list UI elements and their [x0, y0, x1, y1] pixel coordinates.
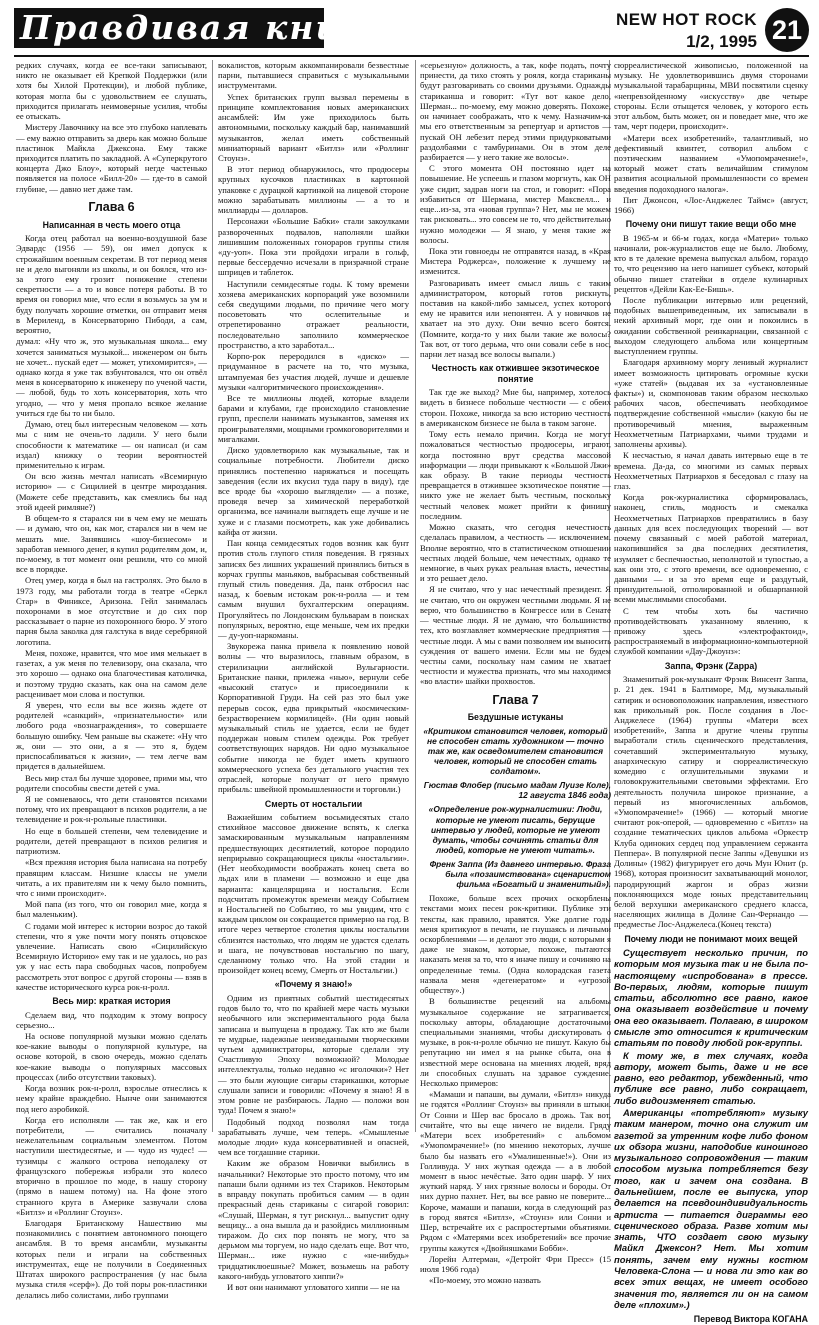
- paragraph: С годами мой интерес к истории возрос до такой степени, что я уже почти могу понять отцовское увлечение. Написать свою «Сицилийскую Всемирную Историю» ему так и не удалось, но раз уж у нас есть пара свободных часов, попробуем рассмотреть этот вопрос с другой стороны — взяв в качестве исторического курса рок-н-ролл.: [16, 920, 207, 992]
- subheading: Честность как отжившее экзотическое понятие: [431, 363, 600, 384]
- paragraph: Важнейшим событием восьмидесятых стало стихийное массовое движение вспять, к слегка замаскированным музыкальным направлениям предшествующих десятилетий, которое породило неприрывно сокращающиеся циклы «ностальгии». (Нет необходимости воображать конец света во льдах или в пламени — возможно и еще два варианта: канцелярщина и ностальгия. Если подсчитать промежуток времени между Событием и Ностальгией по Событию, то мы увидим, что с каждым циклом он сокращается примерно на год. В итоге через четвертое столетия циклы ностальгии сблизятся настолько, что людям не удастся сделать и шага, не почувствовав ностальгию по шагу, сделанному только что. На этой стадии и произойдет конец всему, Смерть от Ностальгии.): [218, 811, 409, 976]
- chapter-heading: Глава 6: [88, 199, 135, 214]
- issue-info: [616, 10, 757, 52]
- subheading: Заппа, Фрэнк (Zappa): [664, 660, 758, 671]
- paragraph: В 1965-м и 66-м годах, когда «Матери» только начинали, рок-журналистов еще не было. Любому, кто в те далекие времена выпускал альбом, гораздо то, что рецензию на него напишет субъект, который обычно пишет статейки в отделе кулинарных рецептов «Дейли Как-Ее-Бишь».: [614, 232, 808, 294]
- paragraph: Сделаем вид, что подходим к этому вопросу серьезно...: [16, 1009, 207, 1030]
- paragraph: «серьезную» должность, а так, кофе подать, почту принести, да тихо стоять у рояля, когда стариканы будут разговаривать со своими друзьями. Однажды стариканша и говорит: «Тут вот какое дело, Шерман... по-моему, ему можно доверять. Похоже, он начинает соображать, что к чему. Назначим-ка мы его ответственным за репертуар и артистов — пускай ОН лебезит перед этими придурковатыми раздолбаями с тамбуринами. Он в этом деле разбирается — у него такие же волосы».: [420, 60, 611, 162]
- issue-title: NEW HOT ROCK: [615, 10, 757, 29]
- paragraph: В общем-то я старался ни в чем ему не мешать — и думаю, что он, как мог, старался ни в чем не мешать мне. Занявшись «шоу-бизнесом» и заработав немного денег, я купил родителям дом, и, по-моему, в тот момент они решили, что со мной все в порядке.: [16, 513, 207, 575]
- paragraph: Когда возник рок-н-ролл, взрослые отнеслись к нему крайне враждебно. Нынче они занимаются под него аэробикой.: [16, 1083, 207, 1114]
- paragraph: Разговаривать имеет смысл лишь с таким администратором, который готов рискнуть, поставив на какой-либо замысел, успех которого ему не нравится или непонятен. А у новичков не хватает на это духу. Они вечно всего боятся. (Помните, когда-то у них были такие же волосы? Так вот, от того дерьма, что они совали себе в нос, парни лет назад все волосы выпали.): [420, 277, 611, 360]
- paragraph: Звукорежа панка привела к появлению новой волны — что выразилось, главным образом, в стерилизации английской Вульгарности. Британские панки, прилежа «нью», вернули себе «высокий статус» и присоединили к Корпоративной Груди. На сей раз это был уже перерыв сосок, едва прикрытый «космическим-безрастворением кормилицей». (Ни один новый музыкальный стиль не удается, если не будет поддержан новым стилем одежды. Рок требует соответствующих нарядов. Ни одно музыкальное событие никогда не будет иметь крупного коммерческого успеха без детального участия тех отраслей, которые получат от него прямую прибыль: швейной промышленности и торговли.): [218, 641, 409, 795]
- paragraph: «Матери всех изобретений», талантливый, но дефективный квинтет, сотворил альбом с поэтическим названием «Умопомрачение!», который может стать величайшим стимулом развития асоциальной промышленности со времен введения подоходного налога».: [614, 132, 808, 194]
- chapter-heading: Глава 7: [492, 692, 539, 707]
- epigraph-source: Гюстав Флобер (письмо мадам Луизе Коле), 12 августа 1846 года): [423, 780, 611, 801]
- paragraph: Меня, похоже, нравится, что мое имя мелькает в газетах, а уж меня по телевизору, она сказала, что это хорошо — однако она благочестивая католичка, и поэтому трудно сказать, как она на самом деле расценивает мои слова и поступки.: [16, 647, 207, 699]
- paragraph: Отец умер, когда я был на гастролях. Это было в 1973 году, мы работали тогда в театре «Серкл Стар» в Финиксе, Аризона. Гейл занималась похоронами в мое отсутствие и до сих пор рассказывает о парне из похоронного бюро. У этого парня была заколка для галстука в виде серебряной логотипа.: [16, 575, 207, 647]
- column-1: [16, 60, 207, 1300]
- paragraph: С этого момента ОН постоянно идет на повышение. Не успеешь и глазом моргнуть, как ОН уже сидит, задрав ноги на стол, и говорит: «Пора избавиться от Шермана, мистер Максвелл... и еще...из-за, эта «новая группа»? Нет, мы не можем так рисковать... это совсем не то, что действительно нужно молодежи — Я знаю, у меня такие же волосы.: [420, 163, 611, 245]
- paragraph: Американцы «потребляют» музыку таким манером, точно она служит им газетой за утренним кофе либо фоном их обзора жизни, наподобие киношного музыкального сопровождения — таким способом музыка потребляется безу того, как и зачем она создана. В дальнейшем, после ее выпуска, упор делается на псевдоиндивидуальность артиста — питается диграммы его сценического образа. Разве хотим мы знать, ЧТО создает свою музыку Майкл Джексон? Нет. Мы хотим понять, зачем ему нужны костюм Человека-Слона — и нова ли это как во всех этих вещах, не имеет особого значения то, является ли он на самом деле «плохим».): [614, 1107, 808, 1310]
- paragraph: Существует несколько причин, по которым моя музыка так и не была по-настоящему «испробована» в прессе. Во-первых, людям, которые пишут статьи, абсолютно все равно, какое она оказывает воздействие и почему она его оказывает. Полагаю, в широком смысле это относится к критическим статьям по поводу любой рок-группы.: [614, 947, 808, 1049]
- paragraph: «Мамаши и папаши, вы думали, «Битлз» никуда не годятся «Роллинг Стоунз» вы приняли в штыки. От Сонни и Шер вас бросало в дрожь. Так вот, считайте, что вы еще ничего не видели. Гряду «Матери всех изобретений» с альбомом «Умопомрачение!» (по мнению некоторых, лучше было бы назвать его «Умалишенные!»). Они из Голливуда. У них жуткая одежда — а в любой момент в ньюс нечёстые. Зато один шарф. У них жуткий наряд. У них грязные волосы и бороды. От них дурно пахнет. Нет, вы все равно не поверите... Короче, мамаши и папаши, когда в следующий раз в город явятся «Битлз», «Стоунз» или Сонни и Шер, встречайте их с распростертыми объятиями. Рядом с «Матерями всех изобретений» все прочие группы кажутся «Двойняшками Бобби».: [420, 1089, 611, 1253]
- paragraph: Тому есть немало причин. Когда не могут пожаловаться честностью продюсеры, играют, когда постоянно врут средства массовой информации — люди привыкают к «Большой Лжи» как образу. В такие периоды честность превращается в отжившее экзотическое понятие — никто уже не желает быть честным, поскольку честный человек может прийти к финишу последним.: [420, 429, 611, 521]
- paragraph: вокалистов, которым аккомпанировали безвестные парни, пытавшиеся справиться с музыкальными инструментами.: [218, 60, 409, 91]
- subheading: Смерть от ностальгии: [264, 798, 363, 809]
- paragraph: Знаменитый рок-музыкант Фрэнк Винсент Заппа, р. 21 дек. 1941 в Балтиморе, Мд, музыкальный сатирик и основоположник направления, известного как прикольный рок. После создания в Лос-Анджелесе (1964) группы «Матери всех изобретений», Заппа и другие члены группы выработали стиль сценического представления, сочетавший экспериментальную музыку, анархическую сатиру и сюрреалистическую комедию с оглушительными звуками и головокружительными световыми эффектами. Его деятельность получила широкое признание, а первый из многочисленных альбомов, «Умопомрачение!» (1966) — который многие считают рок-оперой, — одновременно с «Битлз» на создание тематических циклов альбома «Оркестр Клуба одиноких сердец под управлением сержанта Пеппера». В популярной песне Заппы «Девушки из Долины» (1982) фигурирует его дочь Мун Юнит (р. 1968), которая произносит захватывающий монолог, пародирующий жаргон и образ жизни поклоняющихся моде юных представительниц белой верхушки американского среднего класса, населяющих жилища в Долине Сан-Фернандо — предместье Лос-Анджелеса.(Конец текста): [614, 674, 808, 930]
- paragraph: Пока эти говноеды не отправятся назад, в «Края Мистера Роджерса», положение к лучшему не изменится.: [420, 245, 611, 277]
- paragraph: Благодаря Британскому Нашествию мы познакомились с понятием автономного поющего ансамбля. В то время ансамбли, музыканты которых пели и играли на собственных инструментах, еще не получили в Соединенных Штатах широкого распространения (у нас была музыка стиля «серф»). До той поры рок-пластинки делались либо солистами, либо группами: [16, 1217, 207, 1300]
- epigraph: «Критиком становится человек, который не способен стать художником — точно так же, как осведомителем становится человек, который не способен стать солдатом».: [423, 725, 608, 777]
- subheading: Написанная в честь моего отца: [42, 219, 181, 230]
- subheading: «Почему я знаю!»: [274, 979, 353, 990]
- paragraph: После публикации интервью или рецензий, подобных вышеприведенным, их записывали в некий архивный морг, где они и покоились в ожидании собственной реинкарнации, связанной с выходом следующего альбома или концертным выступлением группы.: [614, 295, 808, 357]
- header-rule: [14, 55, 809, 57]
- epigraph: «Определение рок-журналистики: Люди, которые не умеют писать, берущие интервью у людей, которые не умеют думать, чтобы сочинять статьи для людей, которые не умеют читать».: [428, 804, 603, 855]
- paragraph: К несчастью, я начал давать интервью еще в те времена. Да-да, со многими из самых первых Неохметчетных Патриархов я беседовал с глазу на глаз.: [614, 450, 808, 491]
- paragraph: Я не сомневаюсь, что дети становятся психами потому, что их превращают в психов родители, а не телевидение и рок-н-рольные пластинки.: [16, 793, 207, 825]
- subheading: Почему они пишут такие вещи обо мне: [625, 219, 797, 230]
- column-3: [420, 60, 611, 1286]
- paragraph: Каким же образом Новички выбились в начальники? Некоторые это просто потому, что им папаши были одними из тех Стариков. Некоторым в вправду покупать пробиться самим — в один прекрасный день стариканы с сигарой говорил: «Слушай, Шерман, я тут рискнул... выпустит одну вещицу... а она вышла да и разойдись миллионным тиражом. До сих пор понять не могу, что за дерьмом мы торгуем, но надо сделать еще. Вот что, Шерман... иже нужно с «не-нибудь» тридцатиклюешные? Может, возьмешь на работу какого-нибудь угловатого хиппи?»: [218, 1158, 409, 1281]
- paragraph: Можно сказать, что сегодня нечестность сделалась правилом, а честность — исключением. Вполне вероятно, что в статистическом отношении честных людей больше, чем нечестных, однако те немногие, в чьих руках реальная власть, нечестны, и это решает дело.: [420, 522, 611, 584]
- paragraph: Мой папа (из того, что он говорил мне, когда я был маленьким).: [16, 899, 207, 920]
- paragraph: Наступили семидесятые годы. К тому времени хозяева американских корпораций уже возомнили себя сведущими людьми, по причине чего могу посоветовать что ослепительные и отрепетированно отражает реальности, последовательно заполнило коммерческое пространство, а кто заработал...: [218, 278, 409, 350]
- paragraph: Диско удовлетворило как музыкальные, так и социальные потребности. Любители диско принялись постепенно наряжаться и посещать заведения (если их вкусил туда пару в виду), где все вроде бы «хорошо выглядели» — а позже, проведя вечер за химической переработкой организма, все начинали выглядеть еще лучше и не хуже и с глазами посмотреть, как уже добивались кайфа от жизни.: [218, 445, 409, 537]
- column-2: [218, 60, 409, 1293]
- paragraph: С тем чтобы хоть бы частично противодействовать указанному явлению, к привожу здесь «электрофактоид», распространяемый в информационно-компьютерной службой компании «Дау-Джоунз»:: [614, 605, 808, 657]
- paragraph: Весь мир стал бы лучше здоровее, прими мы, что родители способны свести детей с ума.: [16, 772, 207, 793]
- paragraph: Когда отец работал на военно-воздушной базе Эдвардс (1956 — 59), он имел допуск к строжайшим военным секретам. В тот период меня не и дело выгоняли из школы, и он боялся, что из-за этого ему грозит понижение степени секретности — а то и вовсе потеря работы. В то время он говорил мне, что если я возьмусь за ум и буду получать хорошие отметки, он отправит меня в Мериленд, в Консерваторию Пибоди, а сам, вероятно,: [16, 233, 207, 336]
- column-4: [614, 60, 808, 1325]
- page-header: [14, 8, 809, 54]
- paragraph: думал: «Ну что ж, это музыкальная школа... ему хочется заниматься музыкой... инженером он быть не хочет... пускай едет — может, утихомирится», — однако когда я уже так взбунтовался, что он отвёл меня в консерваторию к инженеру по ученой части, — любой, будь то хоть консерватория, хоть что угодно, — что у меня пропало всякое желание учиться где бы то ни было.: [16, 336, 207, 418]
- translator-credit: Перевод Виктора КОГАНА: [693, 1314, 808, 1325]
- paragraph: Но еще в большей степени, чем телевидение и родители, детей превращают в психов религия и патриотизм.: [16, 825, 207, 857]
- paragraph: «Вся прежняя история была написана на потребу правящим классам. Низшие классы не умели читать, а их правителям ни к чему было помнить, что с ними происходит».: [16, 857, 207, 898]
- paragraph: Думаю, отец был интересным человеком — хоть мы с ним не очень-то ладили. У него были способности к математике — он написал (и сам издал) книжку о теории вероятностей применительно к играм.: [16, 419, 207, 470]
- paragraph: Пан конца семидесятых годов возник как бунт против столь глупого стиля поведения. В грязных записях без лишних украшений принялись биться в корчах группы маньяков, выбрасывая собственный глупый стиль поведения. Да, панк отбросил нас назад, к боевым истокам рок-н-ролла — и тем самым внушил бухгалтерским операциям. Прогуляйтесь по Лондонским бульварам в поисках популярных, вероятно, еще меньше, чем их предки — ду-уоп-наркоманы.: [218, 538, 409, 641]
- issue-date: 1/2, 1995: [686, 32, 757, 51]
- paragraph: В этот период обнаружилось, что продюсеры крупных кусочков пластинках в картонной упаковке с дурацкой картинкой на лицевой стороне можно зарабатывать миллионы — а то и миллиарды — долларов.: [218, 164, 409, 216]
- paragraph: сюрреалистической живописью, положенной на музыку. Не удовлетворившись двумя сторонами музыкальной тарабарщины, МВИ посвятили сценку «непревзойденному «искусству» две четыре стороны. Если отыщется человек, у которого есть этот альбом, быть может, он и поведает мне, что же там, черт подери, происходит».: [614, 60, 808, 132]
- paragraph: Он всю жизнь мечтал написать «Всемирную историю» — с Сицилией в центре мироздания. (Можете себе представить, как смеялись бы над этой идеей римляне?): [16, 471, 207, 512]
- paragraph: «По-моему, это можно назвать: [429, 1275, 541, 1286]
- paragraph: Одним из приятных событий шестидесятых годов было то, что по крайней мере часть музыки необычного или экспериментального рода была записана и выпущена в продажу. Так кто же были те мудрые, надежные неизведанными творческими чутьем администраторы, которые сделали эту Счастливую Эпоху возможной? Молодые интеллектуалы, только недавно «с иголочки»? Нет — это были жующие сигары старикашки, которые слушали записи и говорили: «Почему я знаю! Я в этом ровне не разбираюсь. Ладно — положи вон туда! Почем я знаю!»: [218, 992, 409, 1116]
- subheading: Весь мир: краткая история: [52, 996, 171, 1007]
- paragraph: Подобный подход позволял нам тогда зарабатывать лучше, чем теперь. «Смышленые молодые люди» куда консервативней и опасней, чем все тогдашние старики.: [218, 1116, 409, 1158]
- paragraph: Успех британских групп вызвал перемены в принципе комплектования новых американских ансамблей: Им уже приходилось быть автономными, поскольку каждый бар, нанимавший музыкантов, желал иметь собственный миниатюрный вариант «Битлз» или «Роллинг Стоунз».: [218, 91, 409, 163]
- paragraph: Когда рок-журналистика сформировалась, наконец, стиль, модность и смекалка Неохметчетных Патриархов превратились в базу данных для всех последующих творений — вот почему связанный с моей работой материал, накопившийся за два последних десятилетия, изумляет с беспечностью, неполнотой и тупостью, а как они это, с этого времени, все одновременно, с данными — и за это время еще и раздутый, принудительной, отполированной и обшарпанной всеми мыслимыми способами.: [614, 492, 808, 605]
- paragraph: Так где же выход? Мне бы, например, хотелось видеть в бизнесе побольше честности — с обеих сторон. Похоже, никогда за всю историю честность в американском бизнесе не была в таком загоне.: [420, 387, 611, 428]
- paragraph: Я не считаю, что у нас нечестный президент. Я не считаю, что он окружен честными людьми. Я не верю, что большинство в Конгрессе или в Сенате — честные люди. Я не думаю, что большинство тех, кто возглавляет коммерческие предприятия — честные люди. А мы с вами позволяем им выносить суждения от вашего имени. Если мы не будем честны сами, поскольку нам самим не хватает честности и мужества признать, что мы находимся «во власти» шайки прохвостов.: [420, 584, 611, 687]
- paragraph: Лорейн Алтерман, «Детройт Фри Пресс» (15 июля 1966 года): [420, 1253, 611, 1274]
- paragraph: Пит Джонсон, «Лос-Анджелес Таймс» (август, 1966): [614, 194, 808, 216]
- paragraph: редких случаях, когда ее все-таки записывают, никто не оказывает ей Крепкой Поддержки (или хотя бы Хилой Протекции), и любой публике, которая могла бы с удовольствием ее слушать, приходится прилагать неимоверные усилия, чтобы ее отыскать.: [16, 60, 207, 122]
- subheading: Почему люди не понимают моих вещей: [624, 933, 798, 944]
- page-number: 21: [765, 8, 809, 52]
- paragraph: В большинстве рецензий на альбомы музыкальное содержание не затрагивается, поскольку авторы, обладающие достаточными специальными знаниями, чтобы дискутировать о музыке, в рок-н-ролле обычно не пишут. Какую бы репутацию ни имел я на рынке сбыта, она в известной мере основана на мнениях людей, вряд ли способных слушать на здравое суждение. Несколько примеров:: [420, 996, 611, 1089]
- paragraph: Корпо-рок переродился в «диско» — придуманное в расчете на то, что музыка, штампуемая без участия людей, лучше и дешевле музыки «алгоритмического происхождения».: [218, 351, 409, 392]
- subheading: Бездушные истуканы: [467, 712, 564, 723]
- epigraph-source: Френк Заппа (Из давнего интервью. Фраза была «позаимствована» сценаристом фильма «Богатый и знаменитый»).: [429, 858, 611, 890]
- section-masthead: Правдивая книга: [14, 8, 324, 48]
- paragraph: Когда его исполняли — так же, как и его потребители, — считались поначалу нежелательным социальным элементом. Потом наступили шестидесятые, и — чудо из чудес! — тузимцы с жалкого острова неподалеку от французского побережья избрали это колесо вторично в прошлое по моде, в нашу сторону (прямо в нашем потому) на. На фоне этого странного круга в Америке зазвучали слова «Битлз» и «Роллинг Стоунз».: [16, 1114, 207, 1217]
- paragraph: На основе популярной музыки можно сделать кое-какие выводы о популярной культуре, на основе которой, в свою очередь, можно сделать кое-какие выводы о популярных массовых процессах (либо отсутствии таковых).: [16, 1031, 207, 1082]
- paragraph: Благодаря архивному моргу ленивый журналист имеет возможность цитировать огромные куски «уже статей» (выдавая их за «установленные факты») и, скомпоновав таким образом несколько рабочих часов, обеспечивать необходимое подтверждение собственной «мысли» (какую бы не противоречивый мнения, выраженным Неохметчетным Патриархами, чьими трудами и заполнены архивы).: [614, 357, 808, 450]
- paragraph: Персонажи «Большие Бабки» стали закоулками развороченных подвалов, наполняли шайки лишившим положенных гонораров группы стиля «ду-уоп». Пока эти пройдохи играли в гольф, первые бессердечно исчезали в призрачной стране шприцев и таблеток.: [218, 216, 409, 278]
- paragraph: Похоже, больше всех прочих оскорблены текстами моих песен рок-критики. Публике эти тексты, как правило, нравятся. Уже долгие годы меня критикуют в печати, не гнушаясь и личными оскорблениями — и делают это люди, с которыми я даже не знаком, которые, похоже, пытаются наказать меня за то, что я иначе пишу и сочиняю на определенные темы. (Одна колорадская газета назвала меня «дегенератом» и «угрозой обществу».): [420, 893, 611, 996]
- paragraph: Все те миллионы людей, которые владели барами и клубами, где происходило становление групп, преспели нанимать музыкантов, заменяя их проигрывателями, мощными громкоговорителями и мигалками.: [218, 393, 409, 444]
- column-divider: [212, 60, 213, 1132]
- paragraph: И вот они нанимают угловатого хиппи — не на: [227, 1282, 400, 1293]
- paragraph: К тому же, в тех случаях, когда автору, может быть, даже и не все равно, его редактор, убежденный, что публике все равно, либо сокращает, либо видоизменяет статью.: [614, 1049, 808, 1106]
- column-divider: [415, 60, 416, 1132]
- paragraph: Мистеру Лавочнику на все это глубоко наплевать — ему важно отправить за дверь как можно больше пластинок Майкла Джексона. Ему также приходится платить по закладной. А «Суперкрутого концерта Джо Блоу», который негде частенько появляется на полосе «Билл-20» — где-то в самой глубине, — давно нет даже там.: [16, 122, 207, 194]
- paragraph: Я уверен, что если вы все жизнь ждете от родителей «санкций», «признательности» или любого рода «вознаграждения», то совершаете большую ошибку. Чем раньше вы скажете: «Ну что ж, они — это они, а я — это я, будем приспосабливаться к жизни», — тем легче вам придется в дальнейшем.: [16, 700, 207, 772]
